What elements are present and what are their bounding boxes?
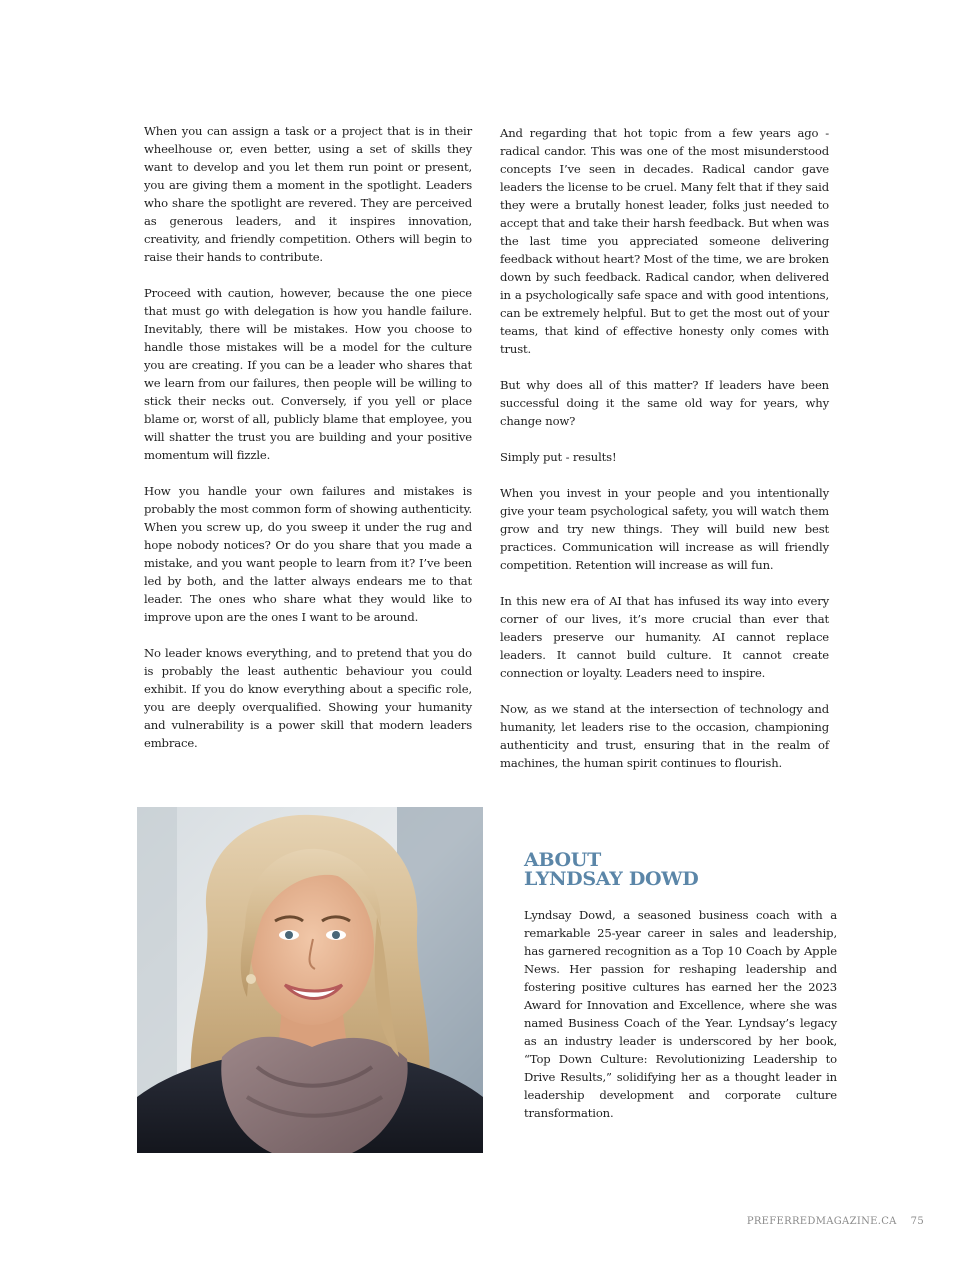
- article-right-column: [500, 124, 829, 790]
- paragraph: No leader knows everything, and to pretend that you do is probably the least authentic behaviour you could exhibit. If you do know everything about a specific role, you are deeply overqualified. Showing your humanity and vulnerability is a power skill that modern leaders embrace.: [144, 646, 472, 750]
- paragraph: And regarding that hot topic from a few years ago - radical candor. This was one of the most misunderstood concepts I’ve seen in decades. Radical candor gave leaders the license to be cruel. Many felt that if they said they were a brutally honest leader, folks just needed to accept that and take their harsh feedback. But when was the last time you appreciated someone delivering feedback without heart? Most of the time, we are broken down by such feedback. Radical candor, when delivered in a psychologically safe space and with good intentions, can be extremely helpful. But to get the most out of your teams, that kind of effective honesty only comes with trust.: [500, 126, 829, 356]
- paragraph: When you invest in your people and you intentionally give your team psychological safety, you will watch them grow and try new things. They will build new best practices. Communication will increase as will friendly competition. Retention will increase as will fun.: [500, 486, 829, 572]
- paragraph: In this new era of AI that has infused its way into every corner of our lives, it’s more crucial than ever that leaders preserve our humanity. AI cannot replace leaders. It cannot build culture. It cannot create connection or loyalty. Leaders need to inspire.: [500, 594, 829, 680]
- footer-site: PREFERREDMAGAZINE.CA: [746, 1216, 897, 1227]
- paragraph: Proceed with caution, however, because the one piece that must go with delegation is how you handle failure. Inevitably, there will be mistakes. How you choose to handle those mistakes will be a model for the culture you are creating. If you can be a leader who shares that we learn from our failures, then people will be willing to stick their necks out. Conversely, if you yell or place blame or, worst of all, publicly blame that employee, you will shatter the trust you are building and your positive momentum will fizzle.: [144, 286, 472, 462]
- page-footer: [700, 1216, 924, 1227]
- about-heading-line2: LYNDSAY DOWD: [524, 868, 699, 890]
- paragraph: But why does all of this matter? If leaders have been successful doing it the same old way for years, why change now?: [500, 378, 829, 428]
- about-heading-line1: ABOUT: [524, 849, 601, 871]
- paragraph: Now, as we stand at the intersection of technology and humanity, let leaders rise to the occasion, championing authenticity and trust, ensuring that in the realm of machines, the human spirit continues to flourish.: [500, 702, 829, 770]
- article-left-column: [144, 122, 472, 770]
- about-heading: [524, 851, 844, 889]
- author-photo: [137, 807, 483, 1153]
- paragraph: Simply put - results!: [500, 450, 617, 464]
- portrait-illustration: [137, 807, 483, 1153]
- paragraph: How you handle your own failures and mistakes is probably the most common form of showing authenticity. When you screw up, do you sweep it under the rug and hope nobody notices? Or do you share that you made a mistake, and you want people to learn from it? I’ve been led by both, and the latter always endears me to that leader. The ones who share what they would like to improve upon are the ones I want to be around.: [144, 484, 472, 624]
- page-number: 75: [910, 1216, 924, 1227]
- author-bio: Lyndsay Dowd, a seasoned business coach with a remarkable 25-year career in sales and leadership, has garnered recognition as a Top 10 Coach by Apple News. Her passion for reshaping leadership and fostering positive cultures has earned her the 2023 Award for Innovation and Excellence, where she was named Business Coach of the Year. Lyndsay’s legacy as an industry leader is underscored by her book, “Top Down Culture: Revolutionizing Leadership to Drive Results,” solidifying her as a thought leader in leadership development and corporate culture transformation.: [524, 908, 837, 1120]
- paragraph: When you can assign a task or a project that is in their wheelhouse or, even better, using a set of skills they want to develop and you let them run point or present, you are giving them a moment in the spotlight. Leaders who share the spotlight are revered. They are perceived as generous leaders, and it inspires innovation, creativity, and friendly competition. Others will begin to raise their hands to contribute.: [144, 124, 472, 264]
